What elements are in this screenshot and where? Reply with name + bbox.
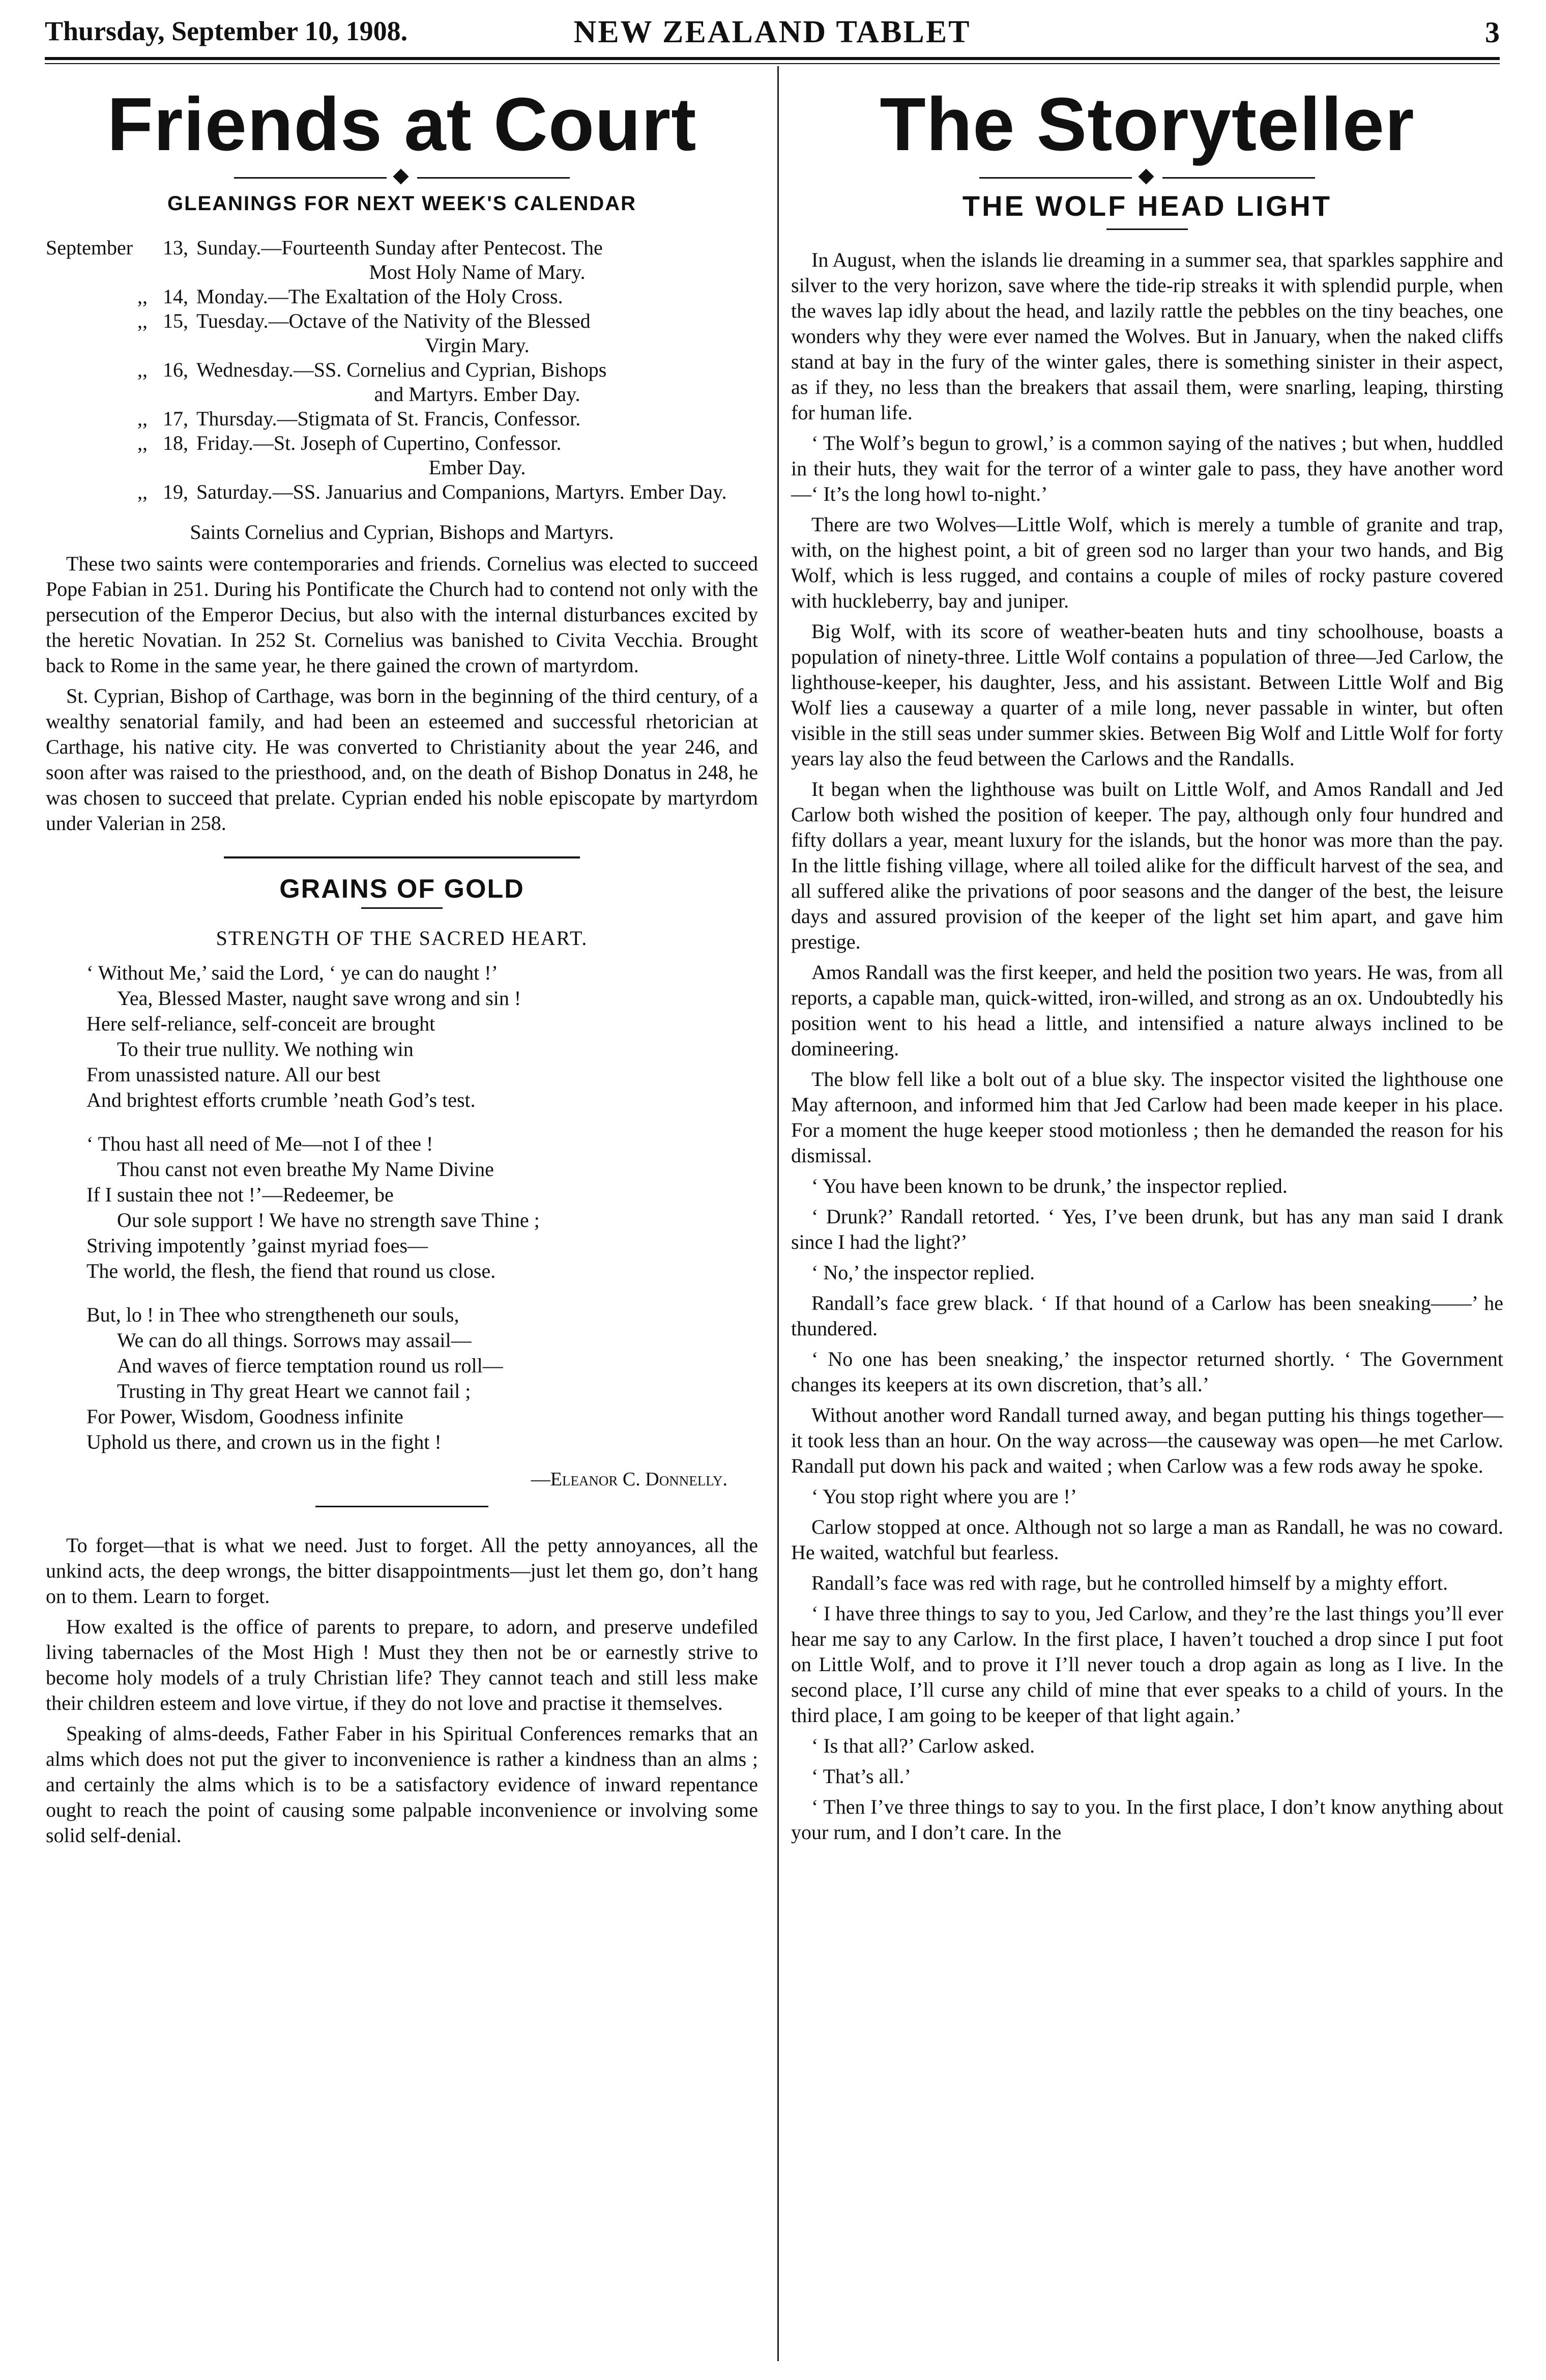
story-paragraph: Without another word Randall turned away, and began putting his things together—it took less than an hour. On the way across—the causeway was open—he met Carlow. Randall put down his pack and waited ; when Carlow was a few rods away he spoke.: [791, 1403, 1503, 1477]
calendar-ditto: ,,: [137, 407, 148, 430]
poem-line: And waves of fierce temptation round us roll—: [117, 1354, 503, 1377]
calendar-text-line: Wednesday.—SS. Cornelius and Cyprian, Bishops: [196, 358, 607, 381]
calendar-text-line: Most Holy Name of Mary.: [369, 261, 586, 283]
calendar-entry: [46, 236, 758, 284]
story-paragraph: ‘ Is that all?’ Carlow asked.: [811, 1734, 1035, 1757]
poem-line: Striving impotently ’gainst myriad foes—: [86, 1234, 428, 1257]
story-paragraph: It began when the lighthouse was built on Little Wolf, and Amos Randall and Jed Carlow both wished the position of keeper. The pay, although only four hundred and fifty dollars a year, meant luxury for the islands, but the honor was more than the pay. In the little fishing village, where all toiled alike for the difficult harvest of the sea, and all suffered alike the privations of poor seasons and the danger of the best, the leisure days and assured provision of the keeper of the light set him apart, and gave him prestige.: [791, 778, 1503, 953]
calendar-entry: [46, 358, 758, 407]
story-paragraph: ‘ Then I’ve three things to say to you. In the first place, I don’t know anything about your rum, and I don’t care. In the: [791, 1795, 1503, 1844]
calendar-text-line: and Martyrs. Ember Day.: [374, 383, 580, 406]
calendar-ditto: ,,: [137, 309, 148, 332]
header-rule: [45, 57, 1500, 60]
story-paragraph: ‘ You stop right where you are !’: [811, 1485, 1077, 1508]
poem-stanza: [86, 1131, 758, 1284]
story-body: [791, 247, 1503, 1845]
poem-line: And brightest efforts crumble ’neath God’s test.: [86, 1088, 476, 1111]
end-rule: [315, 1506, 488, 1507]
calendar-text-line: Tuesday.—Octave of the Nativity of the Blessed: [196, 309, 591, 332]
calendar-entry: [46, 407, 758, 431]
calendar-ditto: ,,: [137, 285, 148, 308]
story-paragraph: ‘ No one has been sneaking,’ the inspector returned shortly. ‘ The Government changes its keepers at its own discretion, that’s all.’: [791, 1347, 1503, 1396]
paragraph: To forget—that is what we need. Just to forget. All the petty annoyances, all the unkind acts, the deep wrongs, the bitter disappointments—just let them go, don’t hang on to them. Learn to forget.: [46, 1534, 758, 1608]
calendar-text: [193, 431, 758, 480]
poem-line: Here self-reliance, self-conceit are brought: [86, 1012, 435, 1035]
calendar-text-line: Sunday.—Fourteenth Sunday after Pentecost. The: [196, 236, 603, 259]
poem-line: We can do all things. Sorrows may assail—: [117, 1329, 472, 1352]
story-paragraph: Big Wolf, with its score of weather-beaten huts and tiny schoolhouse, boasts a population of ninety-three. Little Wolf contains a population of three—Jed Carlow, the lighthouse-keeper, his daughter, Jess, and his assistant. Between Little Wolf and Big Wolf lies a causeway a quarter of a mile long, never passable in winter, but often visible in the still seas under summer skies. Between Big Wolf and Little Wolf for forty years lay also the feud between the Carlows and the Randalls.: [791, 620, 1503, 770]
story-paragraph: Amos Randall was the first keeper, and held the position two years. He was, from all reports, a capable man, quick-witted, iron-willed, and strong as an ox. Undoubtedly his position went to his head a little, and intensified a nature always inclined to be domineering.: [791, 961, 1503, 1060]
paragraph: These two saints were contemporaries and friends. Cornelius was elected to succeed Pope Fabian in 251. During his Pontificate the Church had to contend not only with the persecution of the Emperor Decius, but also with the internal disturbances excited by the heretic Novatian. In 252 St. Cornelius was banished to Civita Vecchia. Brought back to Rome in the same year, he there gained the crown of martyrdom.: [46, 552, 758, 677]
story-paragraph: In August, when the islands lie dreaming in a summer sea, that sparkles sapphire and silver to the very horizon, save where the tide-rip streaks it with splendid purple, when the waves lap idly about the head, and lazily rattle the pebbles on the tiny beaches, one wonders why they were ever named the Wolves. But in January, when the naked cliffs stand at bay in the fury of the winter gales, there is something sinister in their aspect, as if they, no less than the breakers that assail them, were snarling, leaping, thirsting for human life.: [791, 248, 1503, 424]
section-separator: [224, 856, 580, 858]
calendar-text: [193, 284, 758, 309]
poem-line: To their true nullity. We nothing win: [117, 1038, 414, 1060]
calendar-entry: [46, 431, 758, 480]
calendar-entry: [46, 284, 758, 309]
story-title: THE WOLF HEAD LIGHT: [962, 190, 1332, 222]
calendar-ditto: ,,: [137, 480, 148, 503]
story-paragraph: Carlow stopped at once. Although not so large a man as Randall, he was no coward. He waited, watchful but fearless.: [791, 1515, 1503, 1564]
calendar-list: [46, 236, 758, 504]
short-rule: [1106, 228, 1188, 230]
poem-line: Our sole support ! We have no strength save Thine ;: [117, 1209, 540, 1231]
story-paragraph: Randall’s face was red with rage, but he controlled himself by a mighty effort.: [811, 1571, 1448, 1594]
header-date: Thursday, September 10, 1908.: [45, 16, 408, 46]
section-title-friends-at-court: Friends at Court: [107, 82, 697, 166]
column-divider: [777, 66, 779, 2361]
story-paragraph: The blow fell like a bolt out of a blue sky. The inspector visited the lighthouse one May afternoon, and informed him that Jed Carlow had been made keeper in his place. For a moment the huge keeper stood motionless ; then he demanded the reason for his dismissal.: [791, 1068, 1503, 1167]
story-paragraph: ‘ You have been known to be drunk,’ the inspector replied.: [811, 1174, 1288, 1197]
poem-stanza: [86, 1302, 758, 1455]
ornament-divider: [791, 171, 1503, 184]
calendar-text-line: Saturday.—SS. Januarius and Companions, Martyrs. Ember Day.: [196, 480, 727, 503]
poem-line: From unassisted nature. All our best: [86, 1063, 381, 1086]
paragraph: How exalted is the office of parents to prepare, to adorn, and preserve undefiled living tabernacles of the Most High ! Must they then not be or earnestly strive to become holy models of a truly Christian life? They cannot teach and still less make their children esteem and love virtue, if they do not love and practise it themselves.: [46, 1615, 758, 1714]
calendar-day: 14,: [163, 285, 188, 308]
calendar-month: September: [46, 236, 133, 259]
poem-line: ‘ Thou hast all need of Me—not I of thee !: [86, 1132, 433, 1155]
ornament-divider: [46, 171, 758, 184]
short-rule: [361, 907, 443, 909]
calendar-text: [193, 480, 758, 504]
section-title-storyteller: The Storyteller: [880, 82, 1415, 166]
diamond-icon: [1138, 168, 1154, 184]
poem-line: For Power, Wisdom, Goodness infinite: [86, 1405, 403, 1428]
paragraph: Speaking of alms-deeds, Father Faber in his Spiritual Conferences remarks that an alms which does not put the giver to inconvenience is rather a kindness than an alms ; and certainly the alms which is to be a satisfactory evidence of inward repentance ought to reach the point of causing some palpable inconvenience or involving some solid self-denial.: [46, 1722, 758, 1847]
poem-author: —Eleanor C. Donnelly.: [531, 1469, 727, 1490]
story-paragraph: There are two Wolves—Little Wolf, which is merely a tumble of granite and trap, with, on the highest point, a bit of green sod no larger than your two hands, and Big Wolf, which is less rugged, and contains a couple of miles of rocky pasture covered with huckleberry, bay and juniper.: [791, 513, 1503, 612]
calendar-day: 16,: [163, 358, 188, 381]
saints-heading: Saints Cornelius and Cyprian, Bishops and Martyrs.: [190, 521, 614, 543]
calendar-text-line: Friday.—St. Joseph of Cupertino, Confessor.: [196, 432, 562, 454]
calendar-ditto: ,,: [137, 358, 148, 381]
poem-line: Yea, Blessed Master, naught save wrong and sin !: [117, 987, 521, 1010]
calendar-day: 18,: [163, 432, 188, 454]
poem-line: Trusting in Thy great Heart we cannot fail ;: [117, 1380, 471, 1402]
poem-line: If I sustain thee not !’—Redeemer, be: [86, 1183, 394, 1206]
poem: [46, 960, 758, 1455]
story-paragraph: ‘ I have three things to say to you, Jed Carlow, and they’re the last things you’ll ever hear me say to any Carlow. In the first place, I haven’t touched a drop since I put foot on Little Wolf, and to prove it I’ll never touch a drop again as long as I live. In the second place, I’ll curse any child of mine that ever speaks to a child of yours. In the third place, I am going to be keeper of that light again.’: [791, 1602, 1503, 1727]
calendar-text-line: Virgin Mary.: [425, 334, 530, 357]
poem-line: The world, the flesh, the fiend that round us close.: [86, 1259, 496, 1282]
grains-of-gold-title: GRAINS OF GOLD: [279, 874, 524, 904]
story-paragraph: ‘ The Wolf’s begun to growl,’ is a common saying of the natives ; but when, huddled in their huts, they wait for the terror of a winter gale to pass, they have another word—‘ It’s the long howl to-night.’: [791, 432, 1503, 505]
story-paragraph: ‘ Drunk?’ Randall retorted. ‘ Yes, I’ve been drunk, but has any man said I drank since I had the light?’: [791, 1205, 1503, 1253]
calendar-day: 19,: [163, 480, 188, 503]
diamond-icon: [393, 168, 409, 184]
calendar-day: 17,: [163, 407, 188, 430]
calendar-day: 13,: [163, 236, 188, 259]
paragraph: St. Cyprian, Bishop of Carthage, was born in the beginning of the third century, of a wealthy senatorial family, and had been an esteemed and successful rhetorician at Carthage, his native city. He was converted to Christianity about the year 246, and soon after was raised to the priesthood, and, on the death of Bishop Donatus in 248, he was chosen to succeed that prelate. Cyprian ended his noble episcopate by martyrdom under Valerian in 258.: [46, 684, 758, 835]
calendar-text-line: Monday.—The Exaltation of the Holy Cross.: [196, 285, 563, 308]
right-column: [791, 81, 1503, 1850]
header-title: NEW ZEALAND TABLET: [573, 15, 971, 49]
story-paragraph: ‘ No,’ the inspector replied.: [811, 1261, 1035, 1284]
gleanings-paragraphs: [46, 1533, 758, 1848]
poem-stanza: [86, 960, 758, 1113]
calendar-ditto: ,,: [137, 432, 148, 454]
poem-title: STRENGTH OF THE SACRED HEART.: [216, 927, 588, 950]
header-rule-thin: [45, 63, 1500, 64]
story-paragraph: Randall’s face grew black. ‘ If that hound of a Carlow has been sneaking——’ he thundered.: [791, 1292, 1503, 1340]
left-column: [46, 81, 758, 1853]
calendar-text: [193, 236, 758, 284]
saints-article: [46, 551, 758, 836]
calendar-text-line: Ember Day.: [428, 456, 526, 479]
calendar-text: [193, 358, 758, 407]
calendar-subtitle: GLEANINGS FOR NEXT WEEK'S CALENDAR: [167, 192, 636, 215]
calendar-text-line: Thursday.—Stigmata of St. Francis, Confessor.: [196, 407, 581, 430]
calendar-text: [193, 407, 758, 431]
calendar-text: [193, 309, 758, 358]
calendar-entry: [46, 480, 758, 504]
calendar-day: 15,: [163, 309, 188, 332]
poem-line: But, lo ! in Thee who strengtheneth our souls,: [86, 1303, 459, 1326]
header-page-number: 3: [1485, 16, 1500, 49]
story-paragraph: ‘ That’s all.’: [811, 1765, 911, 1788]
poem-line: Thou canst not even breathe My Name Divine: [117, 1158, 494, 1181]
poem-line: ‘ Without Me,’ said the Lord, ‘ ye can do naught !’: [86, 961, 498, 984]
poem-line: Uphold us there, and crown us in the fight !: [86, 1430, 442, 1453]
calendar-entry: [46, 309, 758, 358]
